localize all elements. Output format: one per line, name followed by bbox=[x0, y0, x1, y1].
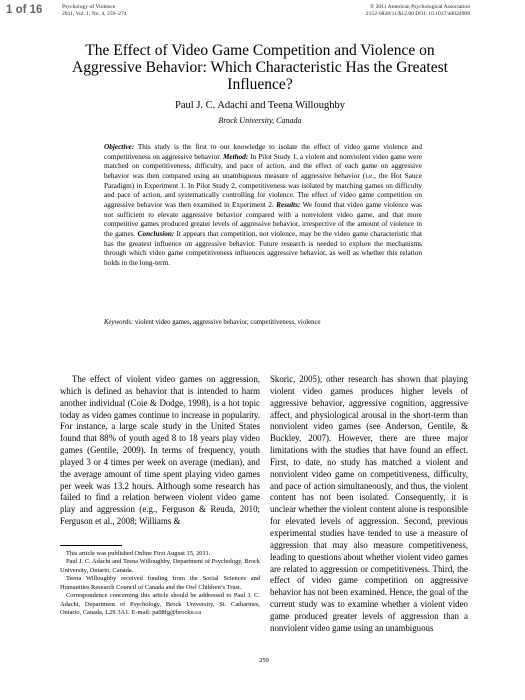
journal-header bbox=[62, 4, 127, 18]
footnote-published: This article was published Online First August 15, 2011. bbox=[66, 550, 211, 557]
footnotes bbox=[60, 550, 260, 618]
conclusion-text: It appears that competition, not violence, may be the video game characteristic that has the greatest influence on aggressive behavior. Future research is needed to explore the mechanisms through which video game competitiveness influences aggressive behavior, as well as whether this relation holds in the long-term. bbox=[104, 229, 423, 267]
keywords-text: violent video games, aggressive behavior, competitiveness, violence bbox=[134, 319, 321, 326]
body-column-left: The effect of violent video games on aggression, which is defined as behavior that is intended to harm another individual (Coie & Dodge, 1998), is a hot topic today as video games continue to increase in popularity. For instance, a large scale study in the United States found that 88% of youth aged 8 to 18 years play video games (Gentile, 2009). In terms of frequency, youth played 3 or 4 times per week on average (median), and the average amount of time spent playing video games per week was 13.2 hours. Although some research has failed to find a relation between violent video game play and aggression (e.g., Ferguson & Reuda, 2010; Ferguson et al., 2008; Williams & bbox=[60, 374, 260, 527]
footnote-correspondence: Correspondence concerning this article should be addressed to Paul J. C. Adachi, Department of Psychology, Brock University, St. Catharines, Ontario, Canada, L2S 3A1. E-mail: pa08fg@brocku.ca bbox=[60, 592, 260, 617]
abstract bbox=[104, 143, 422, 269]
article-affiliation: Brock University, Canada bbox=[218, 116, 302, 125]
article-authors: Paul J. C. Adachi and Teena Willoughby bbox=[175, 100, 345, 111]
body-column-right: Skoric, 2005), other research has shown that playing violent video games produces higher levels of aggressive behavior, aggressive cognition, aggressive affect, and physiological arousal in the short-term than nonviolent video games (see Anderson, Gentile, & Buckley, 2007). However, there are three major limitations with the studies that have found an effect. First, to date, no study has matched a violent and nonviolent video game on competitiveness, difficulty, and pace of action simultaneously, and thus, the violent content has not been isolated. Consequently, it is unclear whether the violent content alone is responsible for elevated levels of aggression. Second, previous experimental studies have tended to use a measure of aggression that may also measure competitiveness, leading to questions about whether violent video games are related to aggression or competitiveness. Third, the effect of video game competition on aggressive behavior has not been examined. Hence, the goal of the current study was to examine whether a violent video game produced greater levels of aggression than a nonviolent video game using an unambiguous bbox=[270, 374, 468, 633]
page-number: 259 bbox=[259, 657, 269, 664]
objective-text: This study is the first to our knowledge to isolate the effect of video game violence and competitiveness on aggressive behavior. bbox=[104, 143, 423, 161]
results-text: We found that video game violence was not sufficient to elevate aggressive behavior compared with a nonviolent video game, and that more competitive games produced greater levels of aggressive behavior, irrespective of the amount of violence in the games. bbox=[104, 200, 423, 238]
footnote-funding: Teena Willoughby received funding from the Social Sciences and Humanities Research Council of Canada and the Owl Children’s Trust. bbox=[60, 575, 260, 591]
copyright-line: © 2011 American Psychological Association bbox=[369, 4, 470, 10]
method-text: In Pilot Study 1, a violent and nonviolent video game were matched on competitiveness, difficulty, and pace of action, and the effect of each game on aggressive behavior was then compared using an unambiguous measure of aggressive behavior (i.e., the Hot Sauce Paradigm) in Experiment 1. In Pilot Study 2, competitiveness was isolated by matching games on difficulty and pace of action, and systematically controlling for violence. The effect of video game competition on aggressive behavior was then examined in Experiment 2. bbox=[104, 152, 423, 209]
objective-label: Objective: bbox=[104, 143, 135, 151]
page-indicator: 1 of 16 bbox=[6, 4, 43, 16]
results-label: Results: bbox=[276, 200, 301, 209]
doi-line: 2152-0828/11/$12.00 DOI: 10.1037/a0024908 bbox=[365, 11, 470, 17]
keywords-label: Keywords: bbox=[104, 319, 134, 326]
footnote-authors: Paul J. C. Adachi and Teena Willoughby, Department of Psychology, Brock University, Ontario, Canada. bbox=[60, 558, 260, 574]
journal-issue: 2011, Vol. 1, No. 4, 259–274 bbox=[62, 11, 127, 17]
method-label: Method: bbox=[222, 152, 249, 161]
conclusion-label: Conclusion: bbox=[137, 229, 175, 238]
journal-name: Psychology of Violence bbox=[62, 4, 116, 10]
article-title: The Effect of Video Game Competition and Violence on Aggressive Behavior: Which Characteristic Has the Greatest Influence? bbox=[72, 42, 448, 93]
footnote-divider bbox=[60, 545, 122, 546]
keywords bbox=[104, 318, 422, 327]
copyright-header bbox=[366, 4, 470, 18]
